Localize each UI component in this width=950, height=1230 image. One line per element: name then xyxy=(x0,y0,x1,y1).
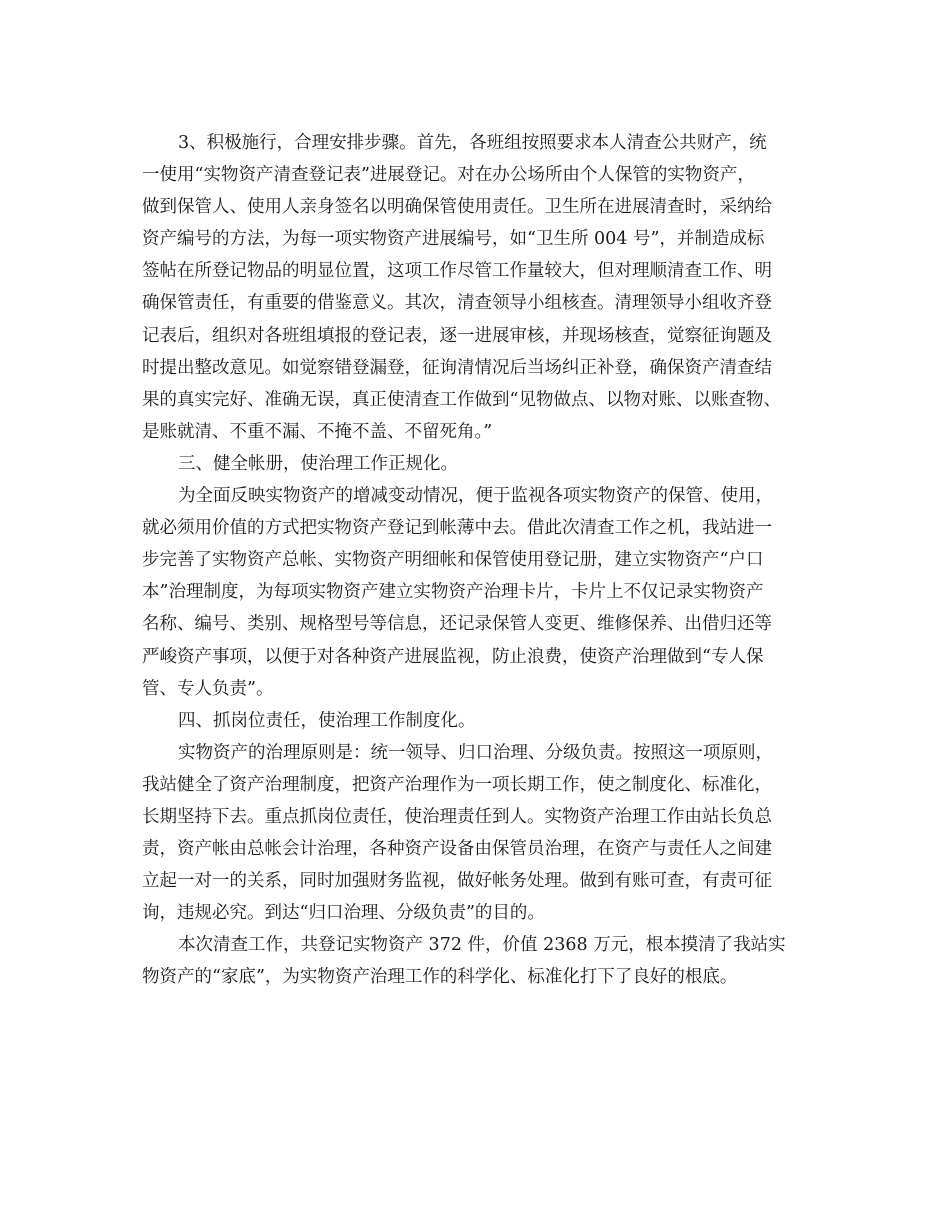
document-body xyxy=(142,127,822,994)
paragraph-first-line: 四、抓岗位责任，使治理工作制度化。 xyxy=(178,710,476,731)
paragraph-line: 长期坚持下去。重点抓岗位责任，使治理责任到人。实物资产治理工作由站长负总 xyxy=(142,806,772,827)
paragraph-line: 记表后，组织对各班组填报的登记表，逐一进展审核，并现场核查，觉察征询题及 xyxy=(142,325,772,346)
paragraph-line: 责，资产帐由总帐会计治理，各种资产设备由保管员治理，在资产与责任人之间建 xyxy=(142,839,772,860)
paragraph-first-line: 三、健全帐册，使治理工作正规化。 xyxy=(178,453,458,474)
paragraph-line: 时提出整改意见。如觉察错登漏登，征询清情况后当场纠正补登，确保资产清查结 xyxy=(142,357,772,378)
paragraph-line: 物资产的“家底”，为实物资产治理工作的科学化、标准化打下了良好的根底。 xyxy=(142,967,738,988)
paragraph-first-line: 为全面反映实物资产的增减变动情况，便于监视各项实物资产的保管、使用， xyxy=(178,486,773,507)
paragraph-line: 果的真实完好、准确无误，真正使清查工作做到“见物做点、以物对账、以账查物、 xyxy=(142,389,781,410)
paragraph-line: 我站健全了资产治理制度，把资产治理作为一项长期工作，使之制度化、标准化， xyxy=(142,774,772,795)
paragraph-line: 就必须用价值的方式把实物资产登记到帐薄中去。借此次清查工作之机，我站进一 xyxy=(142,518,772,539)
paragraph-line: 立起一对一的关系，同时加强财务监视，做好帐务处理。做到有账可查，有责可征 xyxy=(142,871,772,892)
paragraph-line: 管、专人负责”。 xyxy=(142,678,274,699)
paragraph-line: 做到保管人、使用人亲身签名以明确保管使用责任。卫生所在进展清查时，采纳给 xyxy=(142,197,772,218)
paragraph-line: 询，违规必究。到达“归口治理、分级负责”的目的。 xyxy=(142,903,545,924)
paragraph-line: 签帖在所登记物品的明显位置，这项工作尽管工作量较大，但对理顺清查工作、明 xyxy=(142,261,772,282)
paragraph-line: 资产编号的方法，为每一项实物资产进展编号，如“卫生所 004 号”，并制造成标 xyxy=(142,229,765,250)
paragraph-line: 确保管责任，有重要的借鉴意义。其次，清查领导小组核查。清理领导小组收齐登 xyxy=(142,293,772,314)
paragraph-first-line: 实物资产的治理原则是：统一领导、归口治理、分级负责。按照这一项原则， xyxy=(178,742,773,763)
paragraph-line: 名称、编号、类别、规格型号等信息，还记录保管人变更、维修保养、出借归还等 xyxy=(142,614,772,635)
paragraph-line: 严峻资产事项，以便于对各种资产进展监视，防止浪费，使资产治理做到“专人保 xyxy=(142,646,764,667)
paragraph-line: 是账就清、不重不漏、不掩不盖、不留死角。” xyxy=(142,421,493,442)
paragraph-first-line: 3、积极施行，合理安排步骤。首先，各班组按照要求本人清查公共财产，统 xyxy=(178,133,767,153)
paragraph-line: 一使用“实物资产清查登记表”进展登记。对在办公场所由个人保管的实物资产， xyxy=(142,165,755,186)
paragraph-line: 本”治理制度，为每项实物资产建立实物资产治理卡片，卡片上不仅记录实物资产 xyxy=(142,582,764,603)
paragraph-line: 步完善了实物资产总帐、实物资产明细帐和保管使用登记册，建立实物资产“户口 xyxy=(142,550,764,571)
paragraph-first-line: 本次清查工作，共登记实物资产 372 件，价值 2368 万元，根本摸清了我站实 xyxy=(178,935,786,956)
